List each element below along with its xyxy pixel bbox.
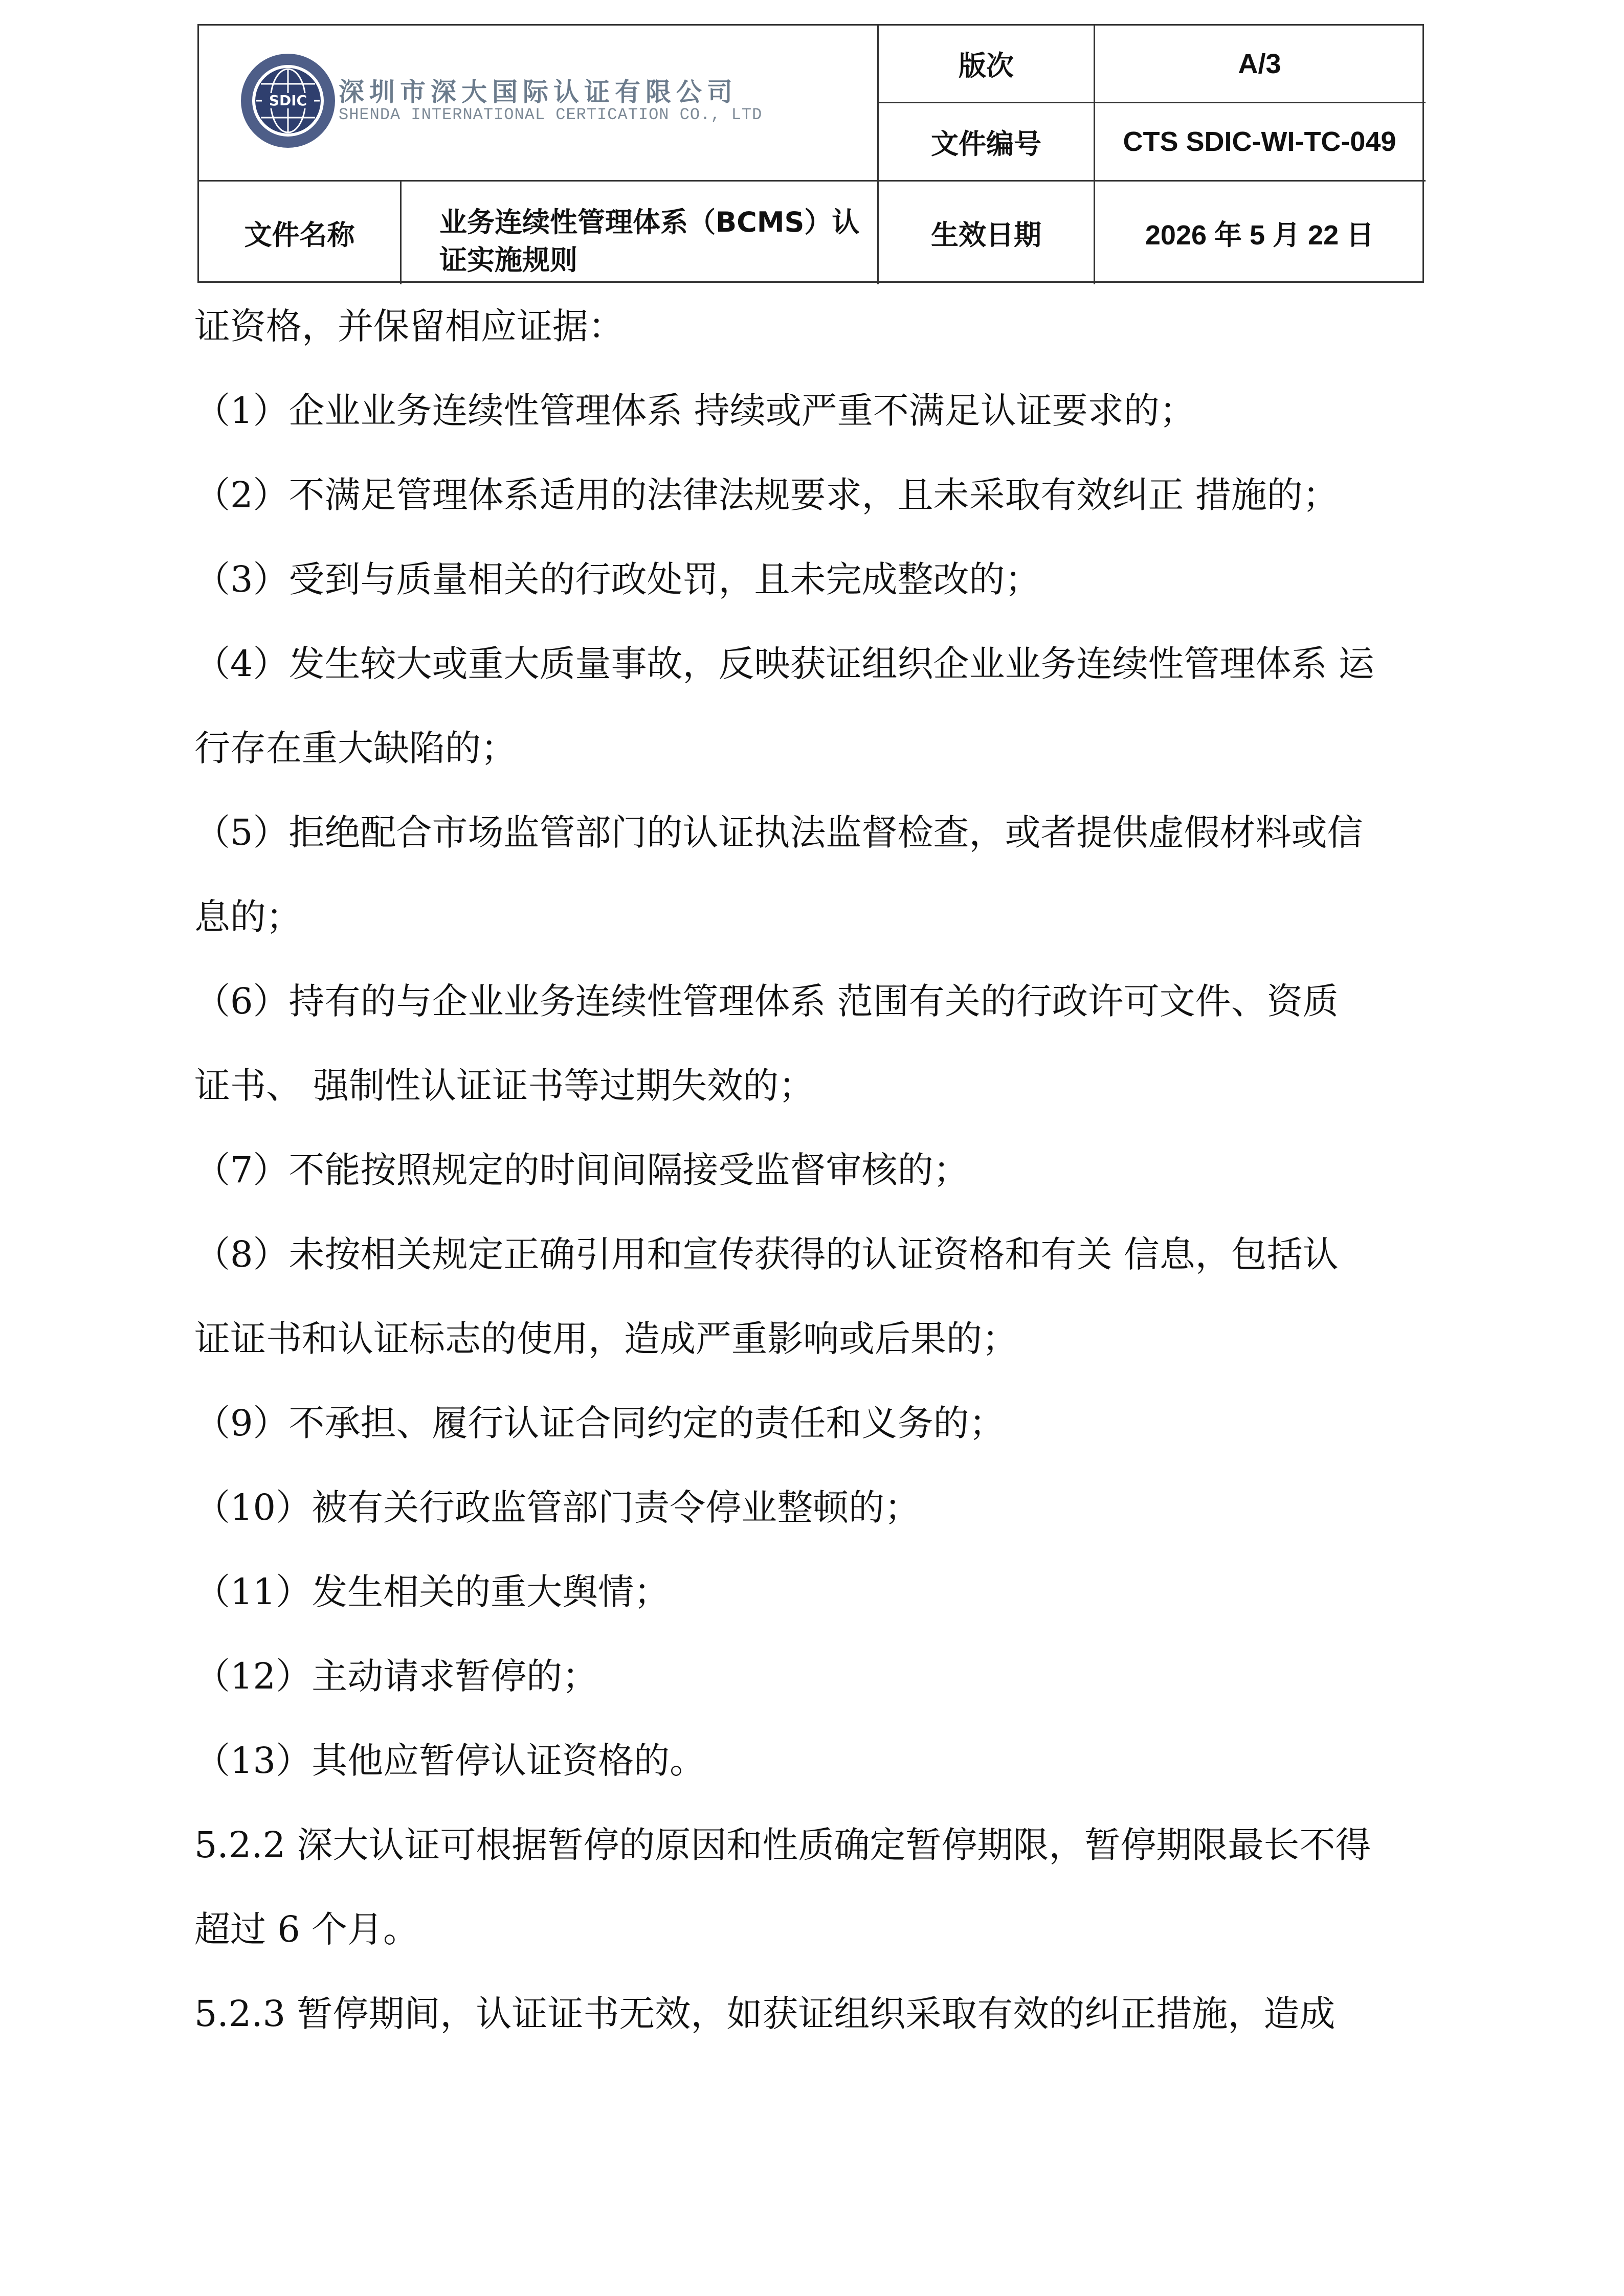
- version-label: 版次: [959, 50, 1014, 82]
- body-line: 证资格，并保留相应证据：: [194, 305, 624, 347]
- header-table: [197, 24, 1424, 283]
- version-value: A/3: [1238, 48, 1281, 79]
- doc-name-line2: 证实施规则: [439, 244, 577, 276]
- body-line: （9）不承担、履行认证合同约定的责任和义务的；: [194, 1402, 1005, 1444]
- body-line: 行存在重大缺陷的；: [194, 727, 517, 769]
- company-name-en: SHENDA INTERNATIONAL CERTICATION CO., LTD: [339, 105, 763, 124]
- body-line: （11）发生相关的重大舆情；: [194, 1571, 670, 1613]
- doc-name-label: 文件名称: [244, 219, 355, 251]
- body-line: （6）持有的与企业业务连续性管理体系 范围有关的行政许可文件、资质: [194, 980, 1339, 1022]
- body-line: 证证书和认证标志的使用，造成严重影响或后果的；: [194, 1318, 1018, 1360]
- body-line: （2）不满足管理体系适用的法律法规要求，且未采取有效纠正 措施的；: [194, 474, 1339, 516]
- header-divider-v3: [400, 180, 402, 284]
- body-line: （5）拒绝配合市场监管部门的认证执法监督检查，或者提供虚假材料或信: [194, 812, 1363, 853]
- body-line: 5.2.3 暂停期间，认证证书无效，如获证组织采取有效的纠正措施，造成: [194, 1993, 1336, 2035]
- body-line: （12）主动请求暂停的；: [194, 1655, 598, 1697]
- body-line: （13）其他应暂停认证资格的。: [194, 1740, 706, 1782]
- body-line: 息的；: [194, 896, 302, 938]
- body-line: 超过 6 个月。: [194, 1908, 419, 1950]
- body-line: （10）被有关行政监管部门责令停业整顿的；: [194, 1487, 921, 1528]
- effective-date-value: 2026 年 5 月 22 日: [1145, 220, 1374, 251]
- body-line: （3）受到与质量相关的行政处罚，且未完成整改的；: [194, 558, 1041, 600]
- body-line: （8）未按相关规定正确引用和宣传获得的认证资格和有关 信息，包括认: [194, 1233, 1339, 1275]
- doc-no-value: CTS SDIC-WI-TC-049: [1123, 126, 1396, 157]
- doc-name-line1: 业务连续性管理体系（BCMS）认: [439, 206, 860, 238]
- company-logo: [239, 52, 337, 149]
- doc-no-label: 文件编号: [931, 127, 1041, 160]
- body-line: （1）企业业务连续性管理体系 持续或严重不满足认证要求的；: [194, 390, 1195, 432]
- effective-date-label: 生效日期: [931, 219, 1041, 251]
- body-line: 5.2.2 深大认证可根据暂停的原因和性质确定暂停期限，暂停期限最长不得: [194, 1824, 1371, 1866]
- body-line: （7）不能按照规定的时间间隔接受监督审核的；: [194, 1149, 969, 1191]
- body-line: 证书、 强制性认证证书等过期失效的；: [194, 1065, 815, 1107]
- body-line: （4）发生较大或重大质量事故，反映获证组织企业业务连续性管理体系 运: [194, 643, 1374, 685]
- logo-text: SDIC: [269, 92, 307, 109]
- company-name-cn: 深圳市深大国际认证有限公司: [339, 77, 738, 107]
